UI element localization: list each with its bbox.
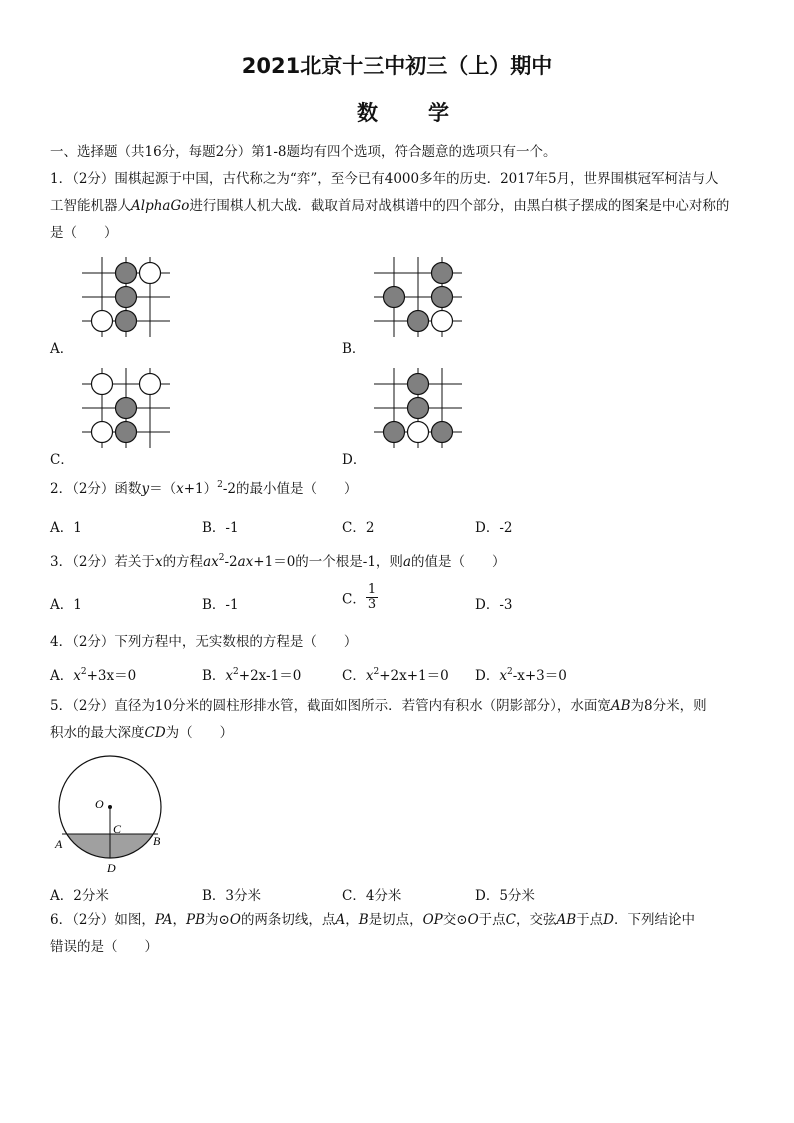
q5-option-b: B．3分米 xyxy=(202,888,262,904)
q5-line2 xyxy=(50,724,233,742)
q3-ax: ax xyxy=(203,554,219,570)
q5-cd: CD xyxy=(144,725,166,741)
q5-line1 xyxy=(50,697,707,715)
subject-char-2: 学 xyxy=(428,101,451,125)
white-stone xyxy=(408,422,429,443)
q5-label-b: B xyxy=(153,834,161,848)
q4-d-label: D． xyxy=(475,668,500,684)
q4-c-rest: +2x+1＝0 xyxy=(379,668,449,684)
q4-d-x: x xyxy=(499,668,507,684)
q2-eq: ＝（ xyxy=(149,481,177,497)
q5-option-d: D．5分米 xyxy=(475,888,535,904)
white-stone xyxy=(432,311,453,332)
black-stone xyxy=(408,374,429,395)
q1-board-b xyxy=(368,253,468,343)
q1-line1: 1．（2分）围棋起源于中国，古代称之为“弈”，至今已有4000多年的历史．2017年5月，世界围棋冠军柯洁与人 xyxy=(50,171,719,187)
q1-line3: 是（ ） xyxy=(50,225,118,241)
q6-o1: O xyxy=(229,912,241,928)
q3-mid3: +1＝0的一个根是-1，则 xyxy=(253,554,403,570)
q3-x: x xyxy=(154,554,163,570)
page-title: 2021北京十三中初三（上）期中 xyxy=(241,54,553,78)
subject-char-1: 数 xyxy=(357,101,380,125)
q3-pre: 3．（2分）若关于 xyxy=(50,554,155,570)
q2-pre: 2．（2分）函数 xyxy=(50,481,142,497)
q6-c1: ， xyxy=(172,912,187,928)
q5-option-a: A．2分米 xyxy=(50,888,109,904)
q2-sup: 2 xyxy=(217,480,223,490)
q6-line2: 错误的是（ ） xyxy=(50,939,158,955)
q1-option-a-label: A． xyxy=(50,341,74,357)
q3-fraction xyxy=(366,583,378,612)
white-stone xyxy=(140,374,161,395)
q6-t5: 于点 xyxy=(478,912,506,928)
q3-option-b: B．-1 xyxy=(202,597,239,613)
black-stone xyxy=(116,398,137,419)
q3-option-d: D．-3 xyxy=(475,597,513,613)
q6-op: OP xyxy=(422,912,443,928)
black-stone xyxy=(432,263,453,284)
q1-board-c xyxy=(76,364,176,454)
q5-pipe-figure xyxy=(50,755,180,880)
q6-t7: 于点 xyxy=(576,912,604,928)
q1-option-d-label: D． xyxy=(342,452,367,468)
q2-option-b: B．-1 xyxy=(202,520,239,536)
q6-t4: 交⊙ xyxy=(442,912,468,928)
q3-post: 的值是（ ） xyxy=(411,554,506,570)
subject-title xyxy=(357,97,451,127)
q5-center-dot xyxy=(108,805,112,809)
q5-line2a: 积水的最大深度 xyxy=(50,725,145,741)
q3-ax2: ax xyxy=(237,554,254,570)
q4-a-sup: 2 xyxy=(80,667,87,677)
q6-a: A xyxy=(335,912,346,928)
q6-b: B xyxy=(358,912,369,928)
q6-d: D xyxy=(603,912,614,928)
q1-option-c-label: C． xyxy=(50,452,74,468)
q5-label-o: O xyxy=(95,797,104,811)
q4-a-label: A． xyxy=(50,668,74,684)
q6-t2: 的两条切线，点 xyxy=(240,912,336,928)
q1-option-b-label: B． xyxy=(342,341,366,357)
q3-frac-num: 1 xyxy=(367,582,377,597)
q6-line1 xyxy=(50,911,695,929)
q6-pre: 6．（2分）如图， xyxy=(50,912,155,928)
black-stone xyxy=(408,398,429,419)
q2-option-d: D．-2 xyxy=(475,520,513,536)
q6-c: C xyxy=(505,912,516,928)
q2-stem xyxy=(50,480,358,498)
q4-c-sup: 2 xyxy=(373,667,380,677)
q2-post: -2的最小值是（ ） xyxy=(222,481,358,497)
q4-d-rest: -x+3＝0 xyxy=(512,668,567,684)
white-stone xyxy=(92,374,113,395)
q4-option-c xyxy=(342,664,449,684)
q1-board-d xyxy=(368,364,468,454)
white-stone xyxy=(92,311,113,332)
q3-mid1: 的方程 xyxy=(162,554,204,570)
q1-line2-part1: 工智能机器人 xyxy=(50,198,131,214)
q3-frac-den: 3 xyxy=(367,597,377,612)
q4-b-label: B． xyxy=(202,668,226,684)
q5-ab: AB xyxy=(610,698,631,714)
q1-line2-part2: 进行围棋人机大战．截取首局对战棋谱中的四个部分，由黑白棋子摆成的图案是中心对称的 xyxy=(189,198,730,214)
black-stone xyxy=(384,287,405,308)
black-stone xyxy=(384,422,405,443)
q6-t3: 是切点， xyxy=(368,912,423,928)
q2-option-c: C．2 xyxy=(342,520,375,536)
q6-pb: PB xyxy=(186,912,206,928)
q1-board-a xyxy=(76,253,176,343)
q5-option-c: C．4分米 xyxy=(342,888,402,904)
q2-x: x xyxy=(176,481,184,497)
q5-line2b: 为（ ） xyxy=(165,725,234,741)
q6-t8: ．下列结论中 xyxy=(614,912,695,928)
q3-option-c xyxy=(342,583,378,612)
q4-a-rest: +3x＝0 xyxy=(86,668,137,684)
q3-sup: 2 xyxy=(218,553,225,563)
q5-label-d: D xyxy=(107,861,116,875)
q1-line2 xyxy=(50,197,729,215)
q2-y: y xyxy=(141,481,150,497)
q2-option-a: A．1 xyxy=(50,520,82,536)
q4-b-rest: +2x-1＝0 xyxy=(238,668,302,684)
q4-d-sup: 2 xyxy=(506,667,513,677)
q3-a: a xyxy=(402,554,411,570)
q4-c-label: C． xyxy=(342,668,366,684)
q6-pa: PA xyxy=(154,912,173,928)
black-stone xyxy=(116,311,137,332)
black-stone xyxy=(116,263,137,284)
white-stone xyxy=(92,422,113,443)
section-heading: 一、选择题（共16分，每题2分）第1-8题均有四个选项，符合题意的选项只有一个。 xyxy=(50,144,557,160)
q6-t1: 为⊙ xyxy=(205,912,230,928)
black-stone xyxy=(432,422,453,443)
q6-ab: AB xyxy=(556,912,577,928)
q4-a-x: x xyxy=(73,668,81,684)
q4-option-a xyxy=(50,664,136,684)
q3-option-a: A．1 xyxy=(50,597,82,613)
black-stone xyxy=(408,311,429,332)
q4-stem: 4．（2分）下列方程中，无实数根的方程是（ ） xyxy=(50,634,358,650)
q5-label-c: C xyxy=(113,822,122,836)
q4-c-x: x xyxy=(365,668,374,684)
q3-stem xyxy=(50,553,506,571)
q1-alphago: AlphaGo xyxy=(131,198,190,214)
q6-c2: ， xyxy=(345,912,359,928)
q6-t6: ，交弦 xyxy=(516,912,557,928)
black-stone xyxy=(116,422,137,443)
q3-option-c-label: C． xyxy=(342,591,366,608)
q5-line1b: 为8分米，则 xyxy=(630,698,707,714)
q5-label-a: A xyxy=(55,837,63,851)
black-stone xyxy=(432,287,453,308)
white-stone xyxy=(140,263,161,284)
q6-o2: O xyxy=(467,912,479,928)
q4-b-x: x xyxy=(225,668,234,684)
q4-option-d xyxy=(475,664,567,684)
q5-line1a: 5．（2分）直径为10分米的圆柱形排水管，截面如图所示．若管内有积水（阴影部分），水面宽 xyxy=(50,698,611,714)
q2-mid: +1） xyxy=(183,481,218,497)
q4-b-sup: 2 xyxy=(233,667,239,677)
q4-option-b xyxy=(202,664,301,684)
black-stone xyxy=(116,287,137,308)
q3-mid2: -2 xyxy=(224,554,238,570)
